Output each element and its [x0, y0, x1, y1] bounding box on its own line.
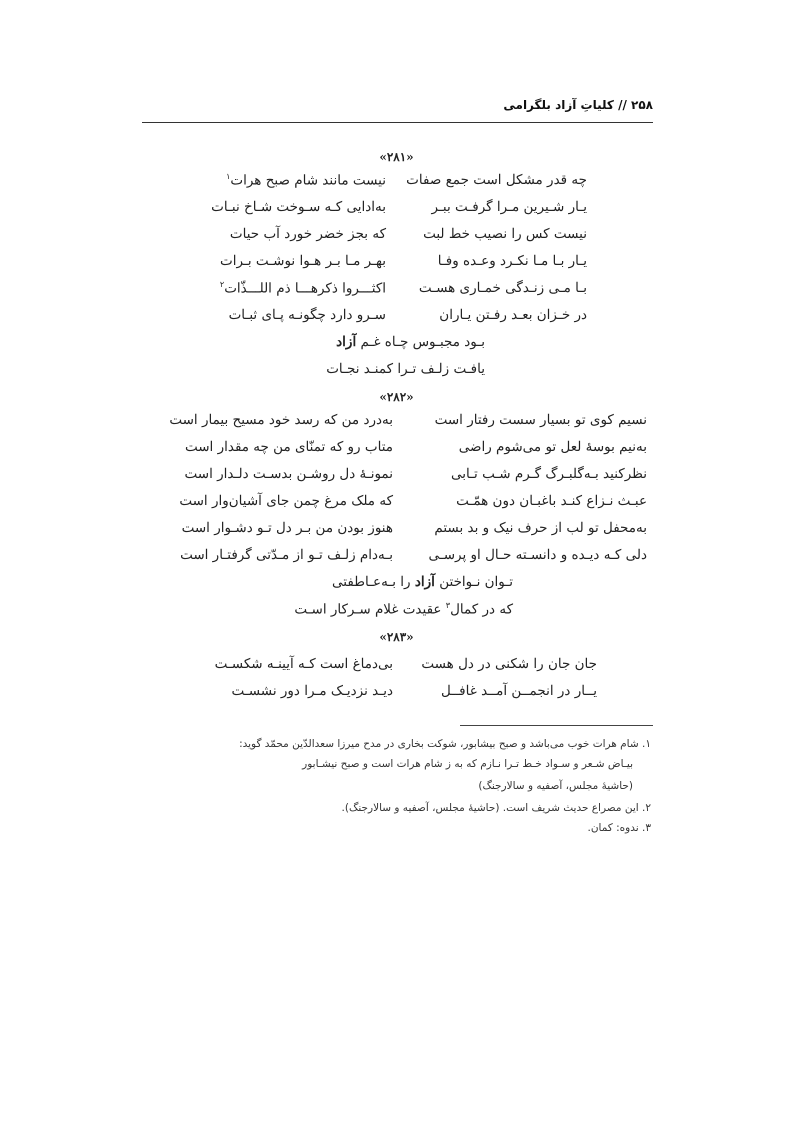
verse-right: یــار در انجمــن آمــد غافــل [441, 683, 597, 699]
closing-verse: بـود مجبـوس چـاه غـم آزاد [336, 334, 485, 350]
verse-right: دلی کـه دیـده و دانسـته حـال او پرسـی [428, 547, 647, 563]
verse-left: متاب رو که تمنّای من چه مقدار است [184, 439, 393, 455]
verse-right: به‌نیم بوسهٔ لعل تو می‌شوم راضی [458, 439, 647, 455]
verse-left: دیـد نزدیـک مـرا دور نشسـت [231, 683, 393, 699]
footnote-rule [460, 725, 653, 726]
ghazal-number: «۲۸۲» [379, 390, 414, 404]
footnote: ۳. ندوه: کمان. [587, 822, 651, 834]
verse-right: عبـث نـزاع کنـد باغبـان دون همّـت [456, 493, 647, 509]
verse-right: چه قدر مشکل است جمع صفات [406, 172, 587, 188]
verse-right: جان جان را شکنی در دل هست [421, 656, 597, 672]
verse-left: نمونـهٔ دل روشـن بدسـت دلـدار است [184, 466, 393, 482]
verse-left: به‌درد من که رسد خود مسیح بیمار است [169, 412, 393, 428]
verse-right: در خـزان بعـد رفـتن یـاران [439, 307, 587, 323]
footnote-ref: ۳ [445, 601, 451, 610]
verse-left: اکثـــروا ذکرهـــا ذم اللـــذّات$^۲$ [219, 280, 386, 297]
running-header: ۲۵۸ // کلیاتِ آزاد بلگرامی [503, 98, 653, 112]
footnote-source: (حاشیهٔ مجلس، آصفیه و سالارجنگ) [478, 780, 633, 792]
footnote-verse: بیـاض شـعر و سـواد خـط تـرا نـازم که به ز شام هرات است و صبح نیشـابور [302, 758, 633, 770]
verse-right: نسیم کوی تو بسیار سست رفتار است [434, 412, 647, 428]
poet-name: آزاد [414, 574, 435, 590]
closing-verse: تـوان نـواختن آزاد را بـه‌عـاطفتی [332, 574, 513, 590]
footnote: ۱. شام هرات خوب می‌باشد و صبح بیشابور، شوکت بخاری در مدح میرزا سعدالدّین محمّد گوید: [239, 738, 651, 750]
verse-right: نیست کس را نصیب خط لبت [423, 226, 587, 242]
verse-left: بی‌دماغ است کـه آیینـه شکسـت [214, 656, 393, 672]
footnote: ۲. این مصراع حدیث شریف است. (حاشیهٔ مجلس، آصفیه و سالارجنگ). [341, 802, 651, 814]
verse-right: نظرکنید بـه‌گلبـرگ گـرم شـب تـابی [450, 466, 647, 482]
footnote-ref: ۱ [226, 172, 231, 181]
verse-left: سـرو دارد چگونـه پـای ثبـات [228, 307, 386, 323]
verse-right: به‌محفل تو لب از حرف نیک و بد بستم [434, 520, 647, 536]
footnote-ref: ۲ [219, 280, 225, 289]
ghazal-number: «۲۸۱» [379, 150, 414, 164]
verse-right: یـار بـا مـا نکـرد وعـده وفـا [437, 253, 587, 269]
verse-left: بهـر مـا بـر هـوا نوشـت بـرات [220, 253, 386, 269]
verse-right: بـا مـی زنـدگی خمـاری هسـت [418, 280, 587, 296]
verse-left: بـه‌دام زلـف تـو از مـدّتی گرفتـار است [180, 547, 393, 563]
verse-right: یـار شـیرین مـرا گرفـت ببـر [431, 199, 587, 215]
verse-left: که ملک مرغ چمن جای آشیان‌وار است [179, 493, 393, 509]
verse-left: نیست مانند شام صبح هرات$^۱$ [226, 172, 386, 189]
verse-left: که بجز خضر خورد آب حیات [229, 226, 386, 242]
header-rule [142, 122, 653, 123]
ghazal-number: «۲۸۳» [379, 630, 414, 644]
verse-left: هنوز بودن من بـر دل تـو دشـوار است [181, 520, 393, 536]
closing-verse: یافـت زلـف تـرا کمنـد نجـات [326, 361, 485, 377]
closing-verse: که در کمال$^۳$ عقیدت غلام سـرکار اسـت [294, 601, 513, 618]
verse-left: به‌ادایی کـه سـوخت شـاخ نبـات [211, 199, 386, 215]
poet-name: آزاد [336, 334, 357, 350]
